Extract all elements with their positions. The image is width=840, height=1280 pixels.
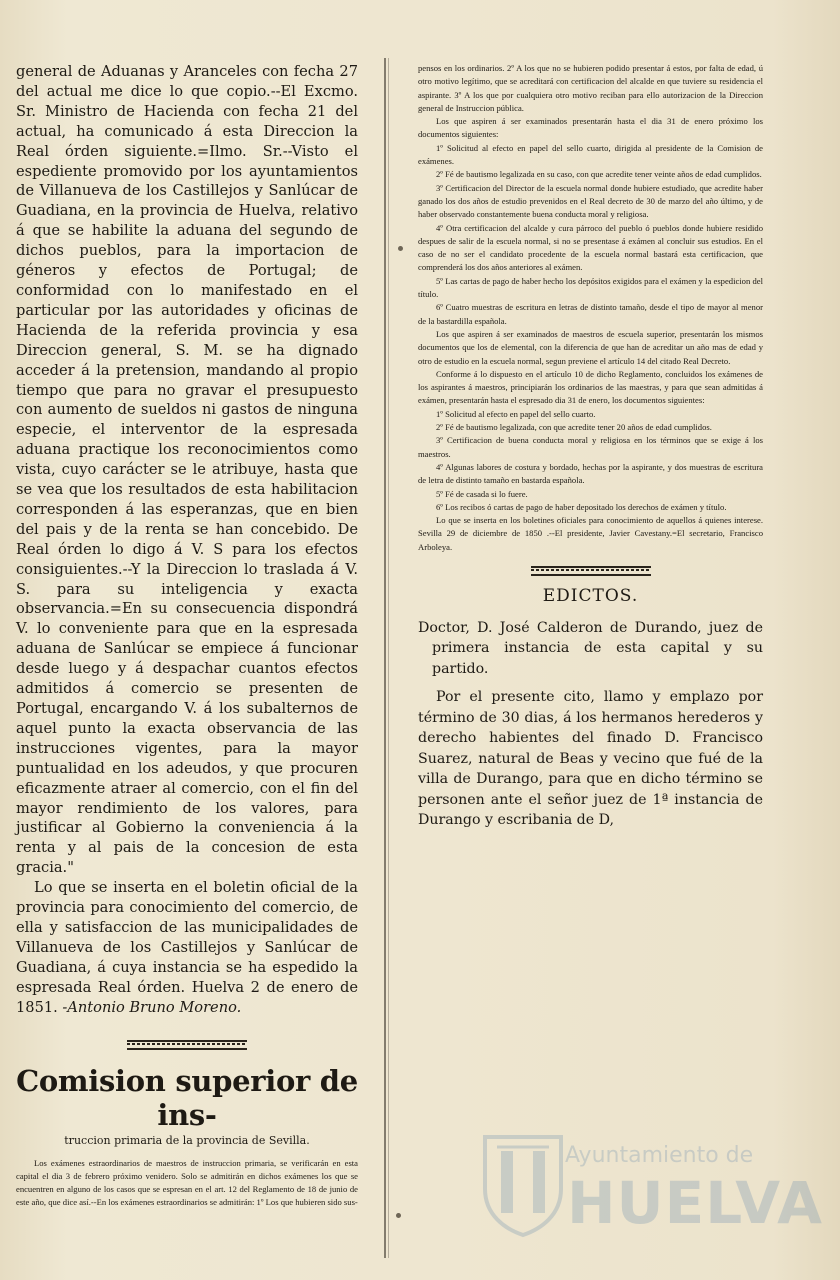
watermark-line1: Ayuntamiento de bbox=[565, 1143, 754, 1168]
notice-paragraph: Los que aspiren á ser examinados de maestros de escuela superior, presentarán los mismos documentos que los de elemental, con la diferencia de que han de acreditar un año mas de edad y otro de estudio en la escuela normal, segun previene el artículo 14 del citado Real Decreto. bbox=[418, 328, 763, 366]
notice-paragraph: 2º Fé de bautismo legalizada, con que acredite tener 20 años de edad cumplidos. bbox=[436, 422, 712, 433]
notice-paragraph: 5º Las cartas de pago de haber hecho los depósitos exigidos para el exámen y la espedicion del título. bbox=[418, 275, 763, 300]
notice-paragraph: 6º Los recibos ó cartas de pago de haber depositado los derechos de exámen y título. bbox=[436, 501, 727, 512]
section-separator bbox=[531, 566, 651, 576]
article-paragraph bbox=[16, 878, 358, 1017]
notice-paragraph: pensos en los ordinarios. 2º A los que no se hubieren podido presentar á estos, por falta de edad, ú otro motivo legítimo, que se acreditará con certificacion del alcalde en que tuviere su residencia el aspirante. 3º A los que por cualquiera otro motivo reciban para ello autorizacion de la Direccion general de Instruccion pública. bbox=[418, 63, 763, 113]
notice-paragraph: 1º Solicitud al efecto en papel del sello cuarto, dirigida al presidente de la Comision de exámenes. bbox=[418, 142, 763, 167]
left-column bbox=[16, 62, 358, 1210]
comision-notice bbox=[16, 1157, 358, 1210]
signature: -Antonio Bruno Moreno. bbox=[62, 998, 242, 1016]
section-separator bbox=[127, 1040, 247, 1050]
article-paragraph: general de Aduanas y Aranceles con fecha 27 del actual me dice lo que copio.--El Excmo. Sr. Ministro de Hacienda con fecha 21 del actual, ha comunicado á esta Direccion la Real órden siguiente.=Ilmo. Sr.--Visto el espediente promovido por los ayuntamientos de Villanueva de los Castillejos y Sanlúcar de Guadiana, en la provincia de Huelva, relativo á que se habilite la aduana del segundo de dichos pueblos, para la importacion de géneros y efectos de Portugal; de conformidad con lo manifestado en el particular por las autoridades y oficinas de Hacienda de la referida provincia y esa Direccion general, S. M. se ha dignado acceder á la pretension, mandando al propio tiempo que para no gravar el presupuesto con aumento de sueldos ni gastos de ninguna especie, el interventor de la espresada aduana practique los reconocimientos como vista, cuyo carácter se le atribuye, hasta que se vea que los resultados de esta habilitacion corresponden á las esperanzas, que en bien del pais y de la renta se han concebido. De Real órden lo digo á V. S para los efectos consiguientes.--Y la Direccion lo traslada á V. S. para su inteligencia y exacta observancia.=En su consecuencia dispondrá V. lo conveniente para que en la espresada aduana de Sanlúcar se empiece á funcionar desde luego y á despachar cuantos efectos admitidos á comercio se presenten de Portugal, encargando V. á los subalternos de aquel punto la exacta observancia de las instrucciones vigentes, para la mayor puntualidad en los adeudos, y que procuren eficazmente atraer al comercio, con el fin del mayor rendimiento de los valores, para justificar al Gobierno la conveniencia á la renta y al pais de la concesion de esta gracia." bbox=[16, 63, 358, 877]
notice-paragraph: 5º Fé de casada si lo fuere. bbox=[436, 488, 528, 499]
coat-of-arms-icon bbox=[477, 1129, 569, 1239]
column-divider bbox=[384, 58, 386, 1258]
section-subtitle: truccion primaria de la provincia de Sevilla. bbox=[64, 1133, 310, 1147]
edicto-paragraph: Por el presente cito, llamo y emplazo por término de 30 dias, á los hermanos herederos y derecho habientes del finado D. Francisco Suarez, natural de Beas y vecino que fué de la villa de Durango, para que en dicho término se personen ante el señor juez de 1ª instancia de Durango y escribania de D, bbox=[418, 689, 763, 829]
archive-watermark bbox=[475, 1125, 824, 1255]
section-title: Comision superior de ins- bbox=[16, 1063, 358, 1132]
notice-paragraph: 2º Fé de bautismo legalizada en su caso, con que acredite tener veinte años de edad cumplidos. bbox=[436, 169, 762, 180]
edicto-heading: Doctor, D. José Calderon de Durando, juez de primera instancia de esta capital y su partido. bbox=[418, 619, 763, 677]
notice-paragraph: 3º Certificacion de buena conducta moral y religiosa en los términos que se exige á los maestros. bbox=[418, 435, 763, 459]
notice-paragraph: 6º Cuatro muestras de escritura en letras de distinto tamaño, desde el tipo de mayor al menor de la bastardilla española. bbox=[418, 302, 763, 326]
right-column bbox=[418, 62, 763, 831]
notice-paragraph: Conforme á lo dispuesto en el artículo 10 de dicho Reglamento, concluidos los exámenes de los aspirantes á maestros, principiarán los ordinarios de las maestras, y para que sean admitidas á exámen, presentarán hasta el espresado dia 31 de enero, los documentos siguientes: bbox=[418, 368, 763, 406]
notice-paragraph: Lo que se inserta en los boletines oficiales para conocimiento de aquellos á quienes interese. Sevilla 29 de diciembre de 1850 .--El presidente, Javier Cavestany.=El secretario, Francisco Arboleya. bbox=[418, 515, 763, 552]
ink-spot bbox=[398, 246, 403, 251]
edictos-title: EDICTOS. bbox=[542, 585, 639, 606]
ink-spot bbox=[396, 1213, 401, 1218]
article-closing-text: Lo que se inserta en el boletin oficial de la provincia para conocimiento del comercio, de ella y satisfaccion de las municipalidades de Villanueva de los Castillejos y Sanlúcar de Guadiana, á cuya instancia se ha espedido la espresada Real órden. Huelva 2 de enero de 1851. bbox=[16, 879, 358, 1016]
requirements-list bbox=[418, 62, 763, 554]
watermark-line2: HUELVA bbox=[567, 1169, 824, 1237]
notice-paragraph: Los exámenes estraordinarios de maestros de instruccion primaria, se verificarán en esta capital el dia 3 de febrero próximo venidero. Solo se admitirán en dichos exámenes los que se encuentren en alguno de los casos que se espresan en el art. 12 del Reglamento de 18 de junio de este año, que dice así.--En los exámenes estraordinarios se admitirán: 1º Los que hubieren sido sus- bbox=[16, 1157, 358, 1208]
aduanas-article bbox=[16, 62, 358, 1018]
notice-paragraph: 3º Certificacion del Director de la escuela normal donde hubiere estudiado, que acredite haber ganado los dos años de estudio prevenidos en el Real decreto de 30 de marzo del año último, y de haber observado constantemente buena conducta moral y religiosa. bbox=[418, 182, 763, 220]
notice-paragraph: 1º Solicitud al efecto en papel del sello cuarto. bbox=[436, 408, 596, 419]
edicto-article bbox=[418, 618, 763, 831]
notice-paragraph: Los que aspiren á ser examinados presentarán hasta el dia 31 de enero próximo los documentos siguientes: bbox=[418, 116, 763, 140]
notice-paragraph: 4º Otra certificacion del alcalde y cura párroco del pueblo ó pueblos donde hubiere residido despues de salir de la escuela normal, si no se presentase á exámen al concluir sus estudios. En el caso de no ser el candidato procedente de la escuela normal bastará esta certificacion, que comprenderá los dos años anteriores al exámen. bbox=[418, 222, 763, 273]
column-divider-inner bbox=[388, 58, 389, 1258]
notice-paragraph: 4º Algunas labores de costura y bordado, hechas por la aspirante, y dos muestras de escritura de letra de distinto tamaño en bastarda española. bbox=[418, 461, 763, 486]
